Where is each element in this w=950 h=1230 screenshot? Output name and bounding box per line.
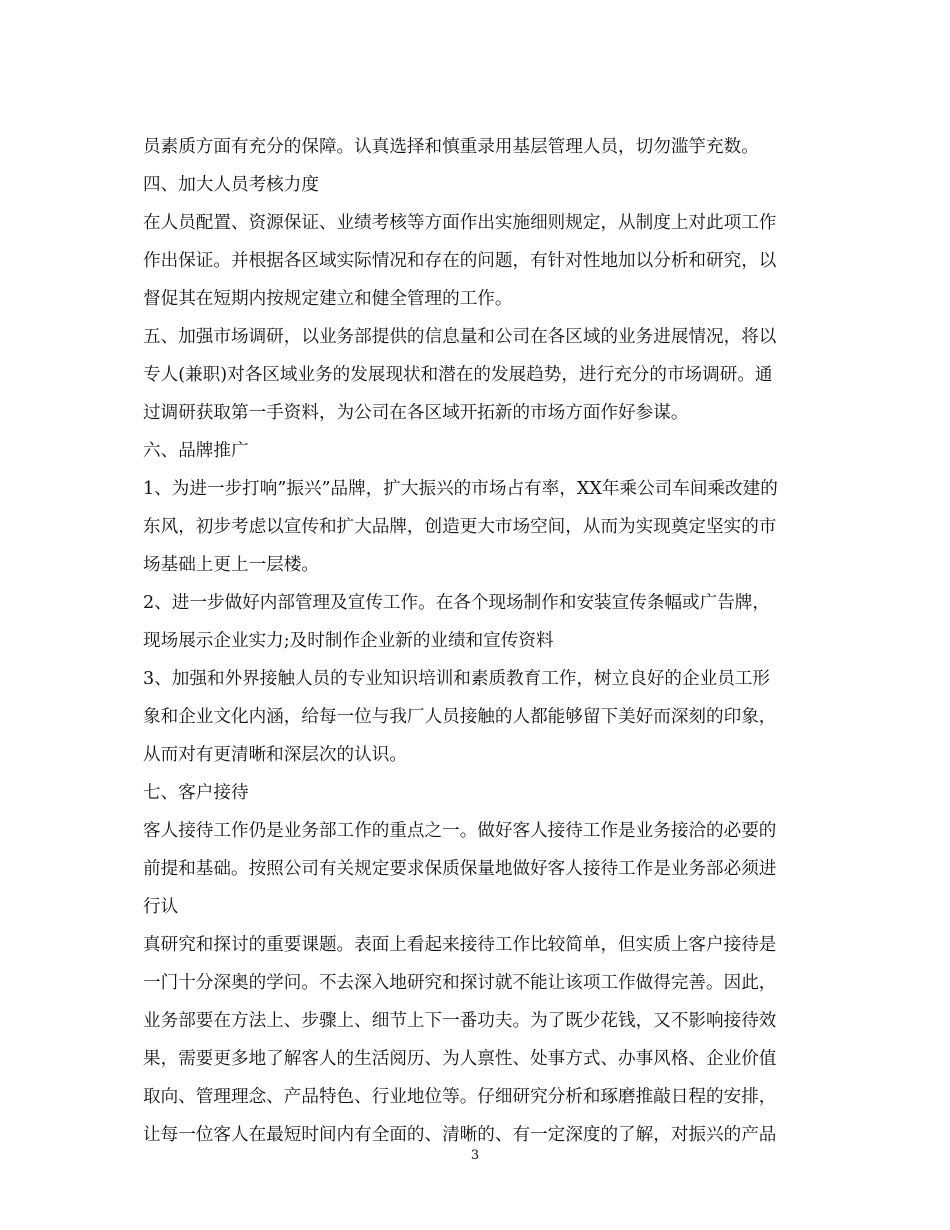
text-line: 真研究和探讨的重要课题。表面上看起来接待工作比较简单，但实质上客户接待是 [143,935,777,955]
text-line: 在人员配置、资源保证、业绩考核等方面作出实施细则规定，从制度上对此项工作 [143,213,777,233]
section-heading: 六、品牌推广 [143,441,249,461]
text-line: 五、加强市场调研，以业务部提供的信息量和公司在各区域的业务进展情况，将以 [143,327,777,347]
text-line: 业务部要在方法上、步骤上、细节上下一番功夫。为了既少花钱，又不影响接待效 [143,1011,777,1031]
text-line: 果，需要更多地了解客人的生活阅历、为人禀性、处事方式、办事风格、企业价值 [143,1049,777,1069]
text-line: 前提和基础。按照公司有关规定要求保质保量地做好客人接待工作是业务部必须进 [143,859,777,879]
text-line: 东风，初步考虑以宣传和扩大品牌，创造更大市场空间，从而为实现奠定坚实的市 [143,517,777,537]
text-line: 行认 [143,897,179,917]
document-body [143,128,813,1154]
text-line: 1、为进一步打响”振兴”品牌，扩大振兴的市场占有率，XX年乘公司车间乘改建的 [143,479,778,499]
text-line: 过调研获取第一手资料，为公司在各区域开拓新的市场方面作好参谋。 [143,403,689,423]
text-line: 专人(兼职)对各区域业务的发展现状和潜在的发展趋势，进行充分的市场调研。通 [143,365,773,385]
text-line: 取向、管理理念、产品特色、行业地位等。仔细研究分析和琢磨推敲日程的安排， [143,1087,777,1107]
text-line: 一门十分深奥的学问。不去深入地研究和探讨就不能让该项工作做得完善。因此， [143,973,777,993]
text-line: 现场展示企业实力;及时制作企业新的业绩和宣传资料 [143,631,554,651]
section-heading: 四、加大人员考核力度 [143,175,319,195]
text-line: 作出保证。并根据各区域实际情况和存在的问题，有针对性地加以分析和研究，以 [143,251,777,271]
text-line: 员素质方面有充分的保障。认真选择和慎重录用基层管理人员，切勿滥竽充数。 [143,137,759,157]
text-line: 3、加强和外界接触人员的专业知识培训和素质教育工作，树立良好的企业员工形 [143,669,770,689]
text-line: 2、进一步做好内部管理及宣传工作。在各个现场制作和安装宣传条幅或广告牌， [143,593,770,613]
text-line: 场基础上更上一层楼。 [143,555,319,575]
text-line: 从而对有更清晰和深层次的认识。 [143,745,407,765]
text-line: 客人接待工作仍是业务部工作的重点之一。做好客人接待工作是业务接洽的必要的 [143,821,777,841]
text-line: 督促其在短期内按规定建立和健全管理的工作。 [143,289,513,309]
section-heading: 七、客户接待 [143,783,249,803]
text-line: 让每一位客人在最短时间内有全面的、清晰的、有一定深度的了解，对振兴的产品 [143,1125,777,1145]
text-line: 象和企业文化内涵，给每一位与我厂人员接触的人都能够留下美好而深刻的印象， [143,707,777,727]
page-number: 3 [470,1148,480,1163]
